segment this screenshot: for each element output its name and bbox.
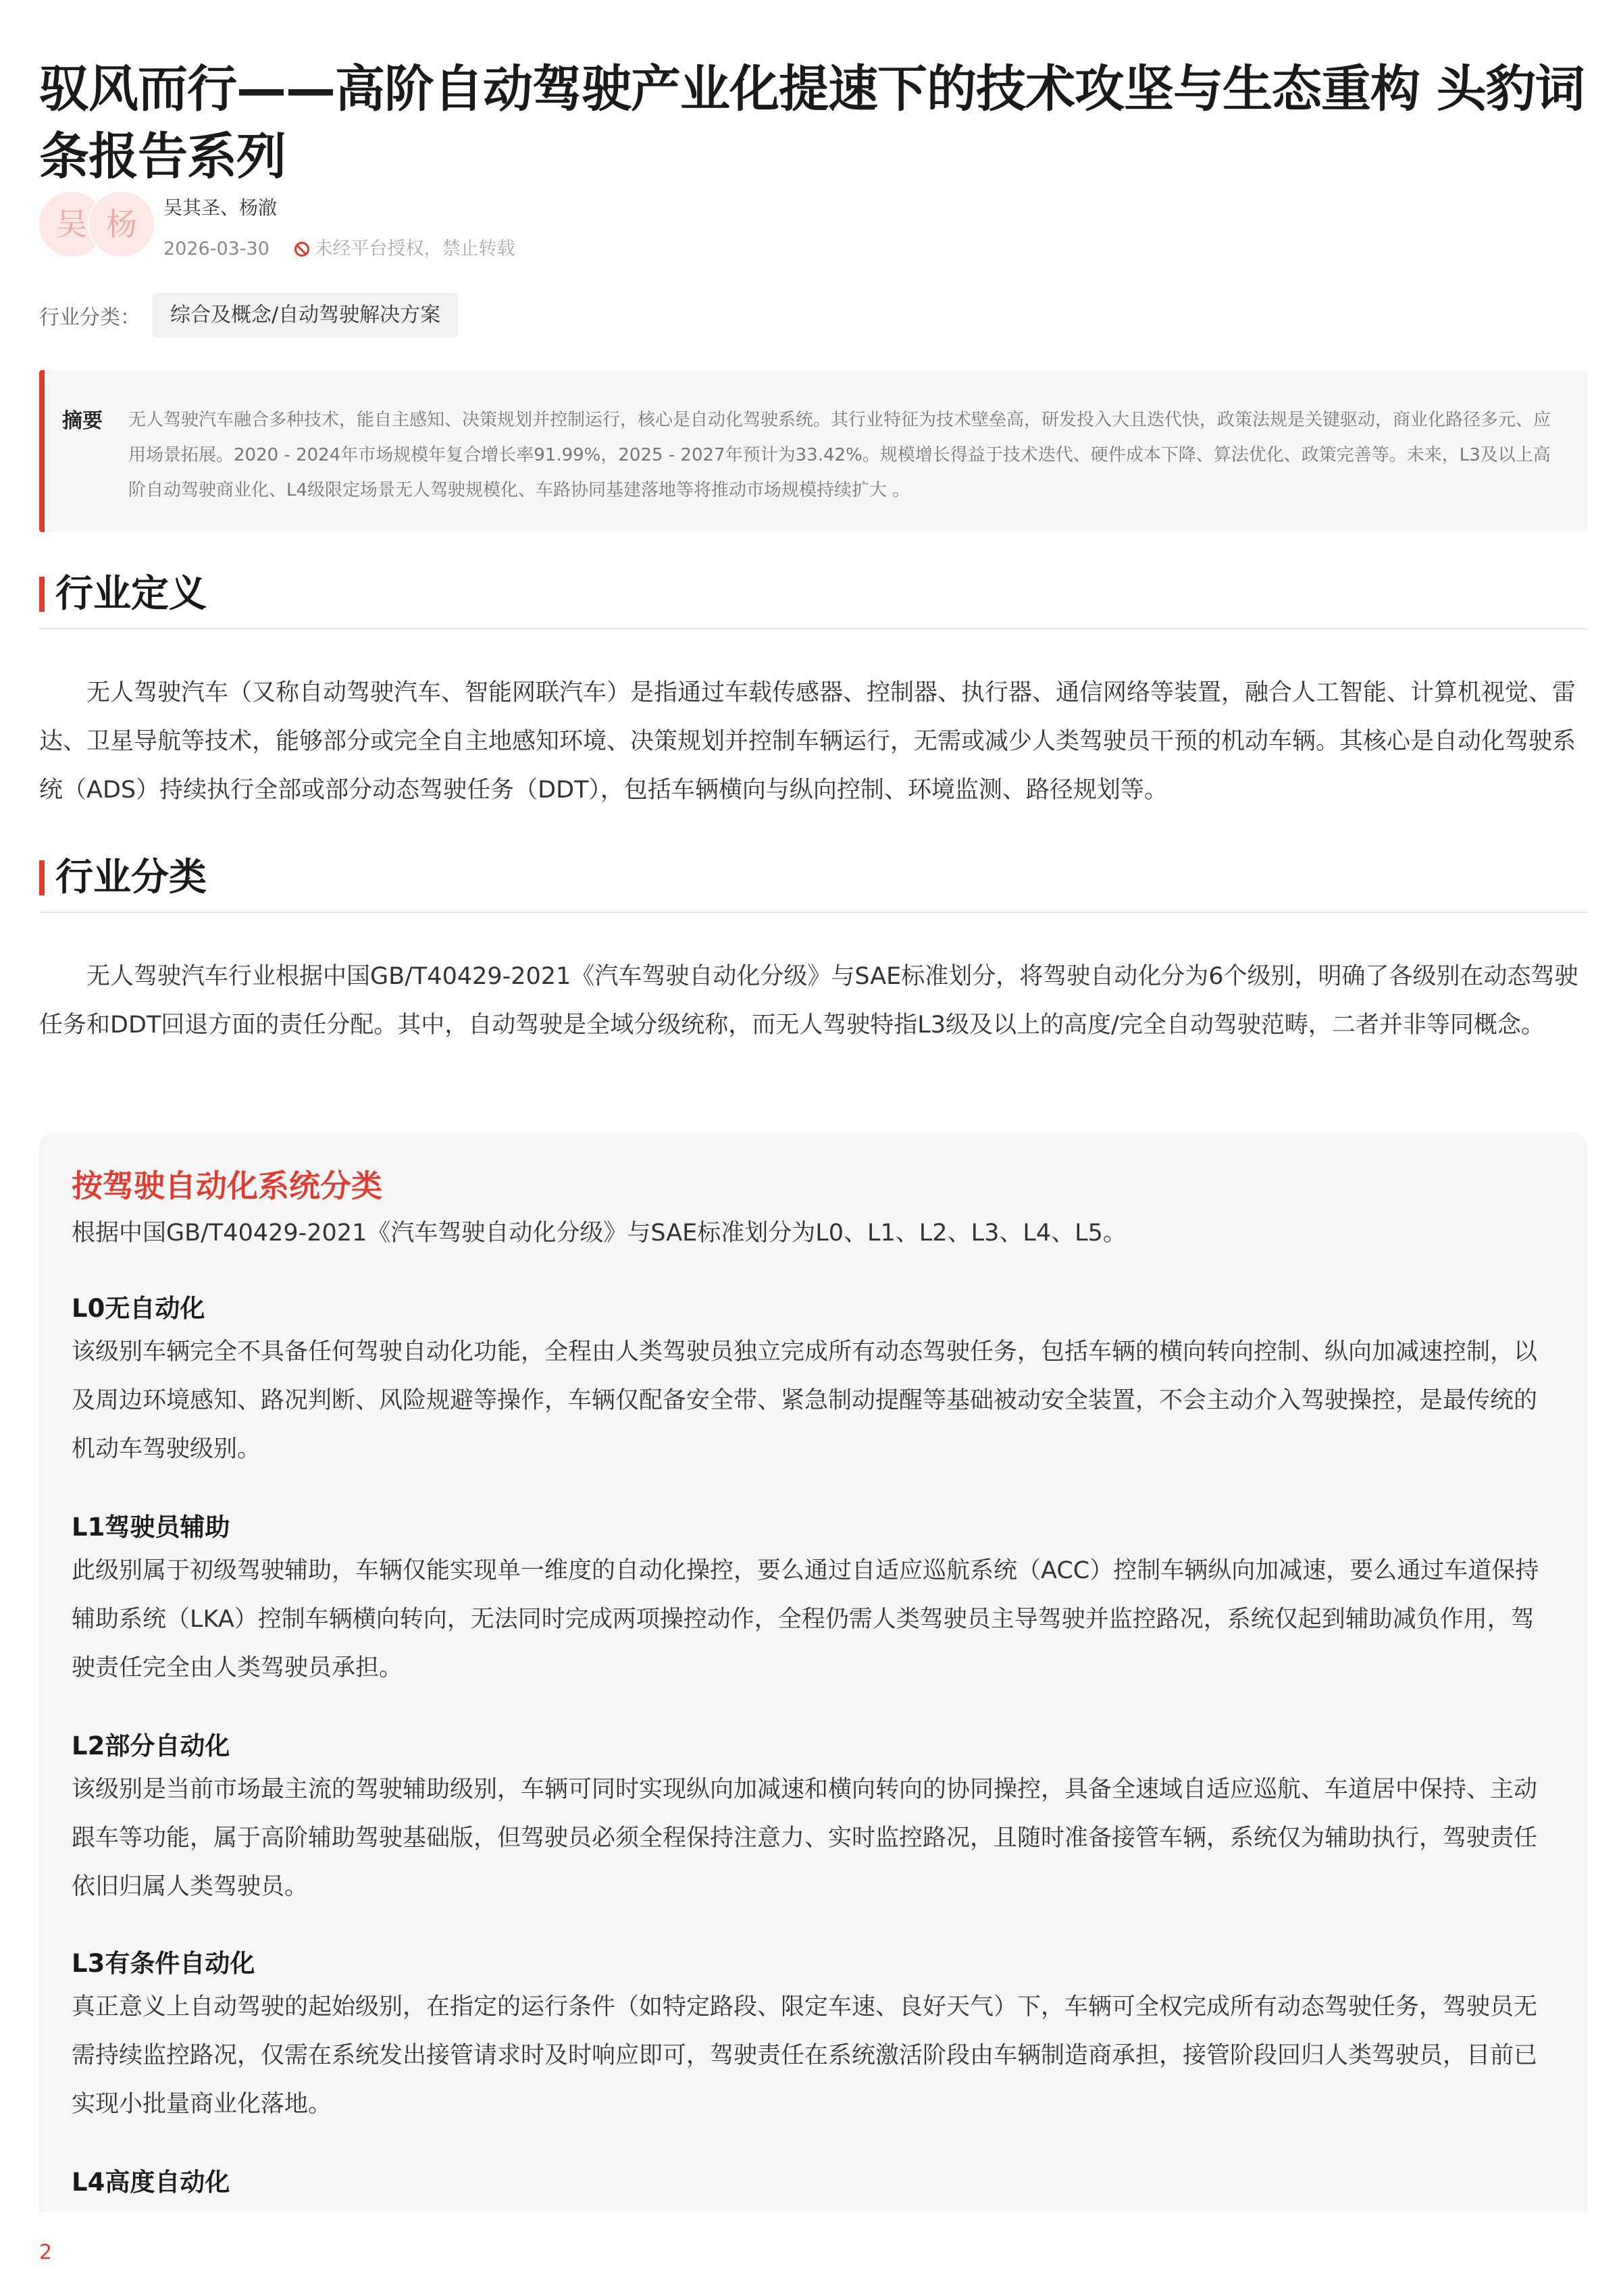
level-l1 (72, 1510, 1555, 1692)
copyright-notice-text: 未经平台授权，禁止转载 (314, 238, 515, 259)
category-label: 行业分类： (39, 306, 140, 330)
abstract-text: 无人驾驶汽车融合多种技术，能自主感知、决策规划并控制运行，核心是自动化驾驶系统。其行业特征为技术壁垒高，研发投入大且迭代快，政策法规是关键驱动，商业化路径多元、应用场景拓展。2020 - 2024年市场规模年复合增长率91.99%，2025 - 2027年预计为33.42%。规模增长得益于技术迭代、硬件成本下降、算法优化、政策完善等。未来，L3及以上高阶自动驾驶商业化、L4级限定场景无人驾驶规模化、车路协同基建落地等将推动市场规模持续扩大 。 (128, 410, 1551, 500)
level-description: 该级别车辆完全不具备任何驾驶自动化功能，全程由人类驾驶员独立完成所有动态驾驶任务，包括车辆的横向转向控制、纵向加减速控制，以及周边环境感知、路况判断、风险规避等操作，车辆仅配备安全带、紧急制动提醒等基础被动安全装置，不会主动介入驾驶操控，是最传统的机动车驾驶级别。 (72, 1338, 1538, 1463)
section-heading-text: 行业定义 (55, 572, 207, 616)
abstract-box (39, 370, 1587, 532)
author-avatars (39, 192, 154, 259)
level-title: L1驾驶员辅助 (72, 1513, 230, 1542)
heading-accent-bar (39, 577, 45, 612)
section-heading-definition (39, 565, 1587, 629)
level-l3 (72, 1946, 1555, 2129)
classification-paragraph: 无人驾驶汽车行业根据中国GB/T40429-2021《汽车驾驶自动化分级》与SAE标准划分，将驾驶自动化分为6个级别，明确了各级别在动态驾驶任务和DDT回退方面的责任分配。其中，自动驾驶是全域分级统称，而无人驾驶特指L3级及以上的高度/完全自动驾驶范畴，二者并非等同概念。 (39, 963, 1578, 1039)
card-intro: 根据中国GB/T40429-2021《汽车驾驶自动化分级》与SAE标准划分为L0、L1、L2、L3、L4、L5。 (72, 1220, 1127, 1247)
copyright-notice (294, 238, 515, 259)
level-l0 (72, 1291, 1555, 1473)
page-number: 2 (39, 2241, 53, 2264)
level-title: L2部分自动化 (72, 1731, 230, 1760)
card-title: 按驾驶自动化系统分类 (72, 1168, 382, 1204)
level-description: 真正意义上自动驾驶的起始级别，在指定的运行条件（如特定路段、限定车速、良好天气）下，车辆可全权完成所有动态驾驶任务，驾驶员无需持续监控路况，仅需在系统发出接管请求时及时响应即可，驾驶责任在系统激活阶段由车辆制造商承担，接管阶段回归人类驾驶员，目前已实现小批量商业化落地。 (72, 1993, 1538, 2118)
definition-paragraph: 无人驾驶汽车（又称自动驾驶汽车、智能网联汽车）是指通过车载传感器、控制器、执行器、通信网络等装置，融合人工智能、计算机视觉、雷达、卫星导航等技术，能够部分或完全自主地感知环境、决策规划并控制车辆运行，无需或减少人类驾驶员干预的机动车辆。其核心是自动化驾驶系统（ADS）持续执行全部或部分动态驾驶任务（DDT），包括车辆横向与纵向控制、环境监测、路径规划等。 (39, 679, 1576, 804)
category-tag[interactable]: 综合及概念/自动驾驶解决方案 (153, 293, 458, 338)
report-meta (163, 234, 515, 260)
author-names: 吴其圣、杨澈 (163, 197, 278, 219)
level-description: 该级别是当前市场最主流的驾驶辅助级别，车辆可同时实现纵向加减速和横向转向的协同操控，具备全速域自适应巡航、车道居中保持、主动跟车等功能，属于高阶辅助驾驶基础版，但驾驶员必须全程保持注意力、实时监控路况，且随时准备接管车辆，系统仅为辅助执行，驾驶责任依旧归属人类驾驶员。 (72, 1776, 1538, 1900)
abstract-label: 摘要 (62, 409, 103, 433)
level-title: L3有条件自动化 (72, 1949, 255, 1978)
prohibited-icon (294, 242, 309, 257)
avatar: 吴 (39, 192, 104, 257)
industry-category-row (39, 293, 458, 338)
level-description: 此级别属于初级驾驶辅助，车辆仅能实现单一维度的自动化操控，要么通过自适应巡航系统（ACC）控制车辆纵向加减速，要么通过车道保持辅助系统（LKA）控制车辆横向转向，无法同时完成两项操控动作，全程仍需人类驾驶员主导驾驶并监控路况，系统仅起到辅助减负作用，驾驶责任完全由人类驾驶员承担。 (72, 1557, 1539, 1681)
avatar: 杨 (88, 190, 155, 258)
publish-date: 2026-03-30 (163, 238, 269, 259)
report-title: 驭风而行——高阶自动驾驶产业化提速下的技术攻坚与生态重构 头豹词条报告系列 (39, 60, 1585, 186)
level-l2 (72, 1729, 1555, 1911)
level-title: L0无自动化 (72, 1294, 205, 1323)
level-title: L4高度自动化 (72, 2168, 230, 2197)
section-heading-classification (39, 848, 1587, 913)
section-heading-text: 行业分类 (55, 856, 207, 899)
classification-card (39, 1132, 1587, 2212)
level-l4 (72, 2165, 1555, 2200)
heading-accent-bar (39, 860, 45, 895)
